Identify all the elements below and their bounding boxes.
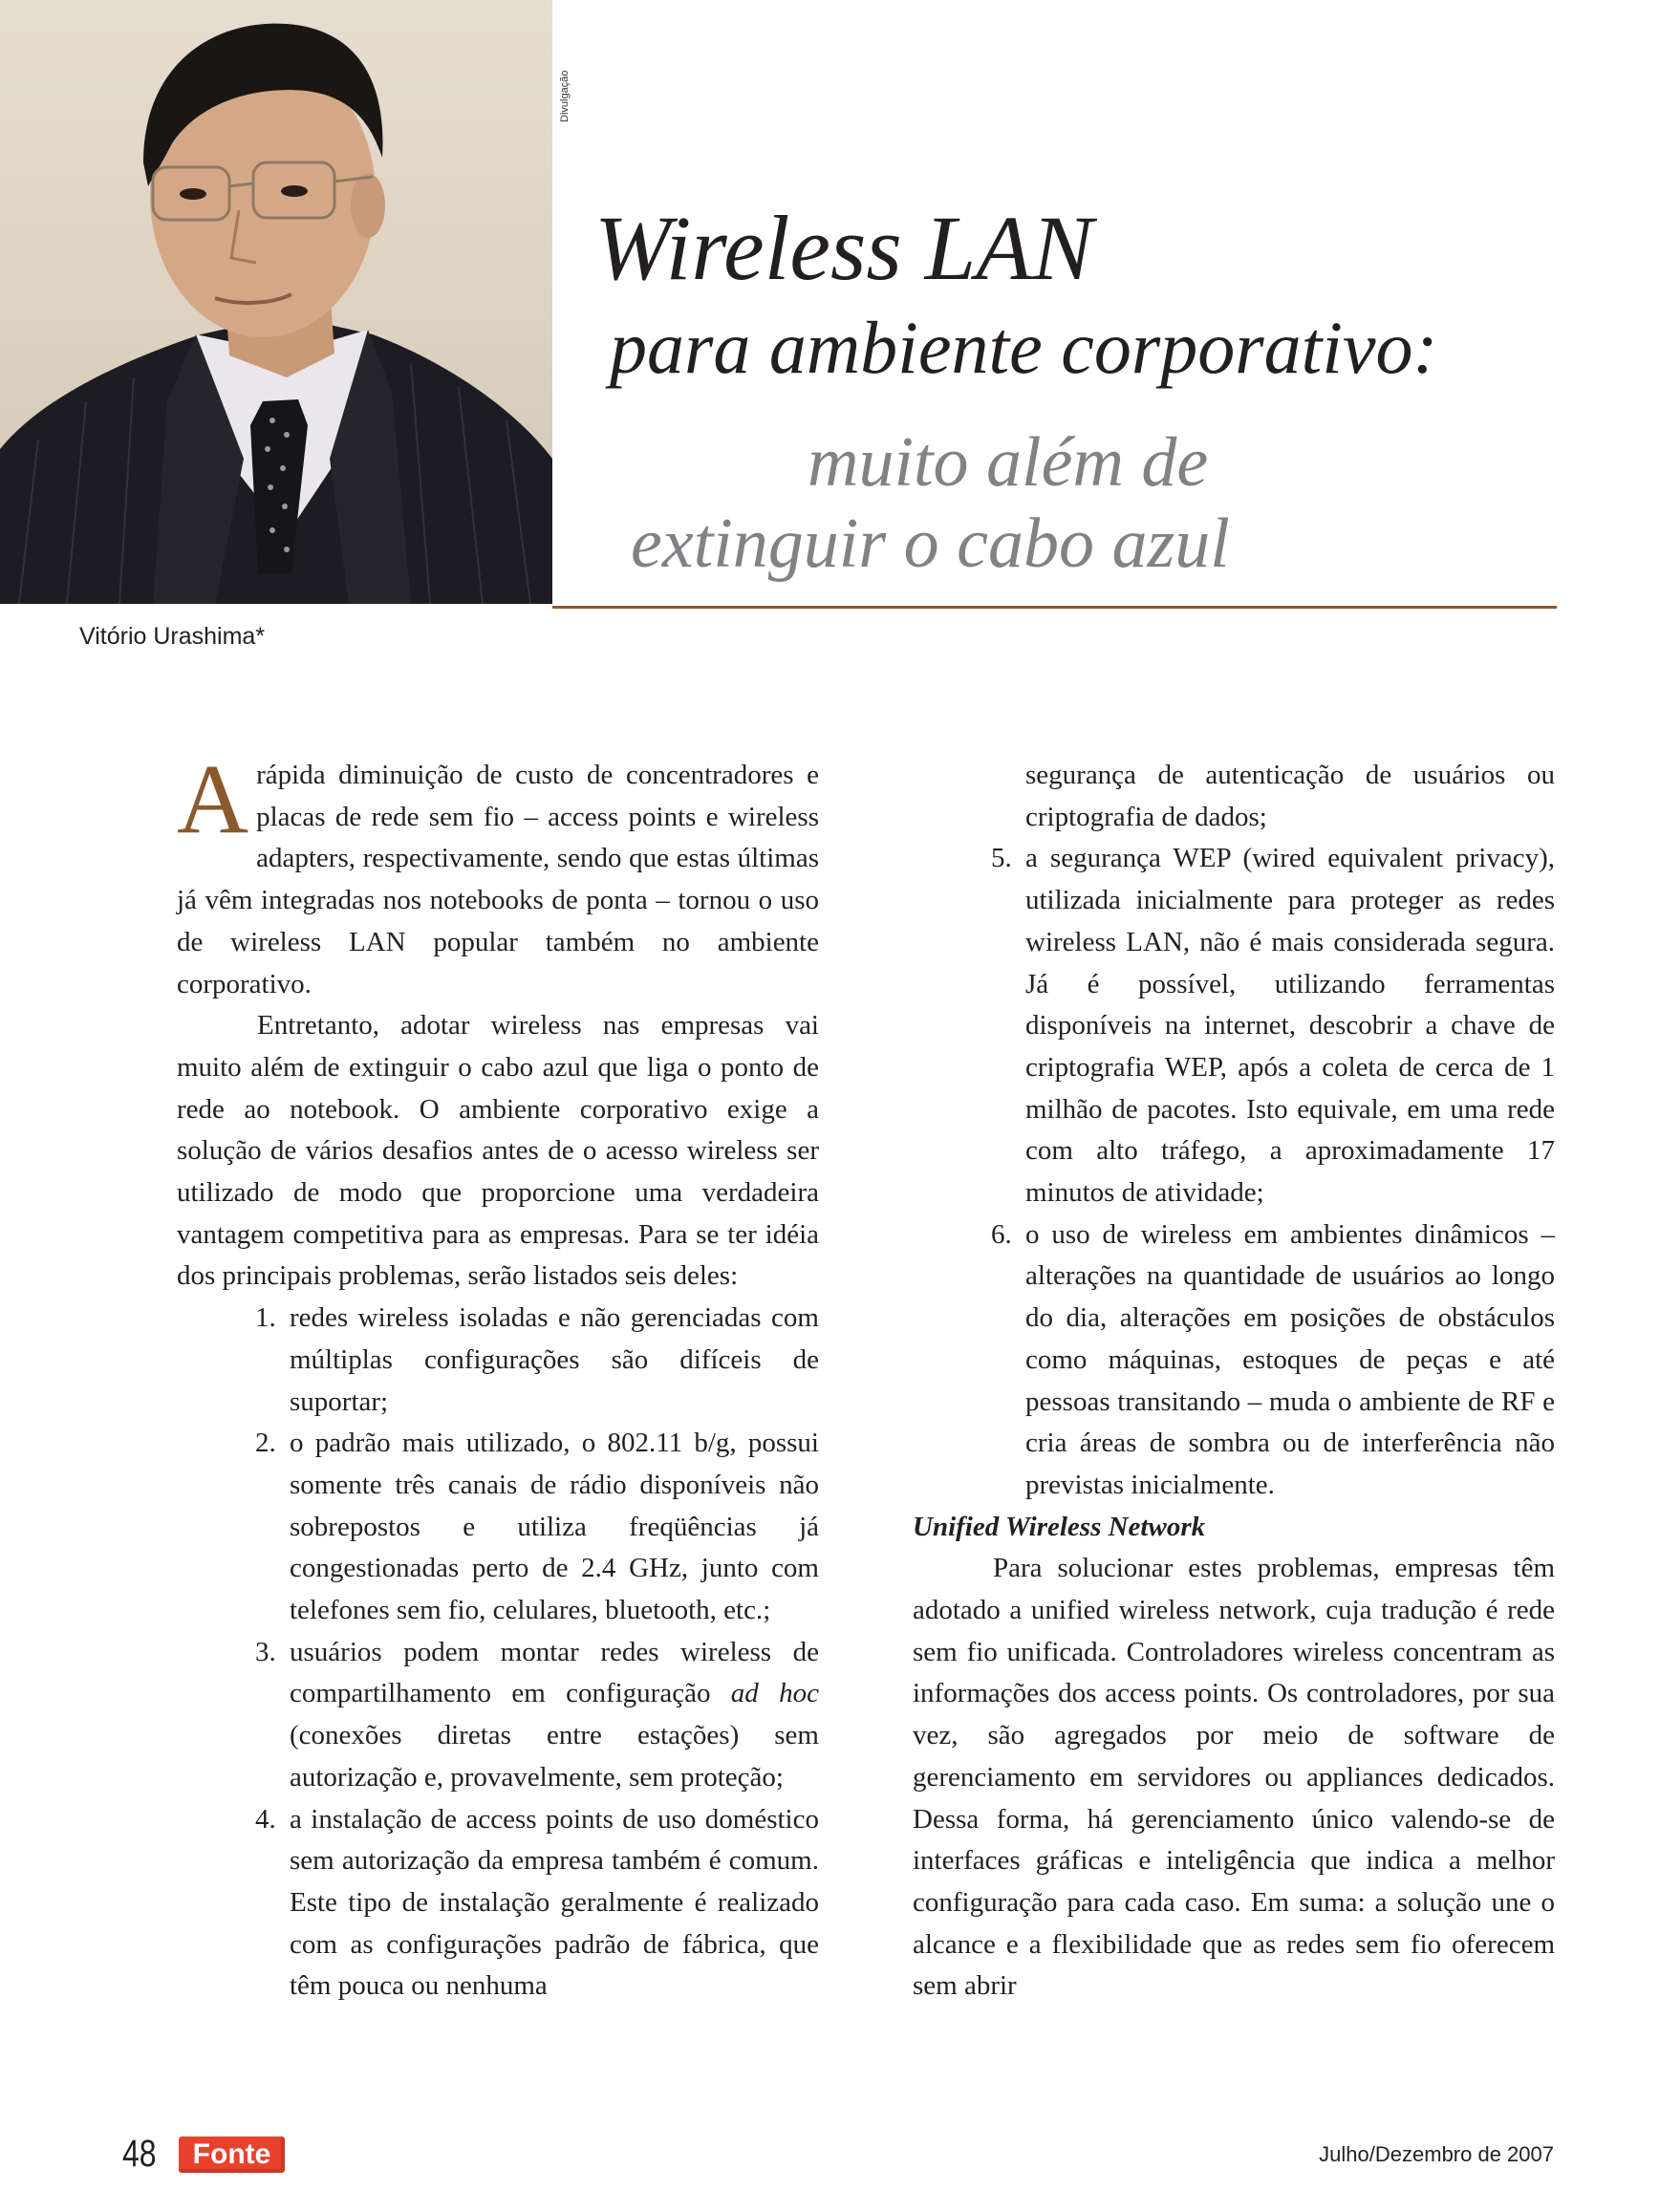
drop-cap: A [177, 744, 249, 854]
body-paragraph: Para solucionar estes problemas, empresas têm adotado a unified wireless network, cuja tradução é rede sem fio unificada. Controladores wireless concentram as informações dos access points. Os controladores, por sua vez, são agregados por meio de software de gerenciamento em servidores ou appliances dedicados. Dessa forma, há gerenciamento único valendo-se de interfaces gráficas e inteligência que indica a melhor configuração para cada caso. Em suma: a solução une o alcance e a flexibilidade que as redes sem fio oferecem sem abrir [913, 1553, 1555, 2002]
list-item-number: 5. [991, 843, 1012, 874]
list-item-text: o padrão mais utilizado, o 802.11 b/g, possui somente três canais de rádio disponíveis não sobrepostos e utiliza freqüências já congestionadas perto de 2.4 GHz, junto com telefones sem fio, celulares, bluetooth, etc.; [290, 1428, 819, 1626]
article-subtitle-line-2: extinguir o cabo azul [631, 505, 1230, 583]
author-portrait-illustration [0, 0, 552, 604]
header-divider [552, 606, 1557, 609]
photo-credit: Divulgação [559, 70, 571, 122]
list-item [177, 1423, 819, 1632]
intro-paragraph [177, 744, 819, 1005]
list-item-emphasis: ad hoc [730, 1678, 819, 1709]
problem-list-continued [913, 755, 1555, 1507]
left-column [177, 744, 819, 2008]
issue-date: Julho/Dezembro de 2007 [1319, 2142, 1554, 2166]
list-item-text: a instalação de access points de uso doméstico sem autorização da empresa também é comum. Este tipo de instalação geralmente é realizado com as configurações padrão de fábrica, que têm pouca ou nenhuma [290, 1803, 819, 2002]
list-item [177, 1298, 819, 1423]
list-item-number: 6. [991, 1218, 1012, 1250]
list-item [913, 838, 1555, 1213]
body-paragraph: Entretanto, adotar wireless nas empresas vai muito além de extinguir o cabo azul que liga o ponto de rede ao notebook. O ambiente corporativo exige a solução de vários desafios antes de o acesso wireless ser utilizado de modo que proporcione uma verdadeira vantagem competitiva para as empresas. Para se ter idéia dos principais problemas, serão listados seis deles: [177, 1010, 819, 1292]
article-subtitle-line-1: muito além de [808, 423, 1209, 502]
right-column [913, 755, 1555, 2008]
list-item-text: segurança de autenticação de usuários ou criptografia de dados; [1025, 760, 1555, 832]
author-photo [0, 0, 552, 604]
list-item [177, 1632, 819, 1799]
section-heading: Unified Wireless Network [913, 1511, 1206, 1542]
list-item-text: o uso de wireless em ambientes dinâmicos – alterações na quantidade de usuários ao longo do dia, alterações em posições de obstáculos como máquinas, estoques de peças e até pessoas transitando – muda o ambiente de RF e cria áreas de sombra ou de interferência não previstas inicialmente. [1025, 1218, 1555, 1500]
list-item-number: 4. [255, 1803, 276, 1835]
list-item-text-tail: (conexões diretas entre estações) sem autorização e, provavelmente, sem proteção; [290, 1720, 819, 1793]
list-item-text: redes wireless isoladas e não gerenciadas com múltiplas configurações são difíceis de suportar; [290, 1302, 819, 1417]
list-item [177, 1799, 819, 2008]
magazine-logo: Fonte [179, 2137, 285, 2173]
list-item-text: usuários podem montar redes wireless de compartilhamento em configuração [290, 1636, 819, 1709]
article-title-line-2: para ambiente corporativo: [610, 306, 1438, 389]
problem-list [177, 1298, 819, 2008]
list-item [913, 1214, 1555, 1507]
list-item-number: 1. [255, 1302, 276, 1334]
list-item-number: 2. [255, 1428, 276, 1459]
author-byline: Vitório Urashima* [79, 623, 266, 650]
list-item-continuation [913, 755, 1555, 838]
intro-paragraph-text: rápida diminuição de custo de concentradores e placas de rede sem fio – access points e wireless adapters, respectivamente, sendo que estas últimas já vêm integradas nos notebooks de ponta – tornou o uso de wireless LAN popular também no ambiente corporativo. [177, 760, 819, 999]
page-number: 48 [122, 2133, 157, 2175]
article-title-line-1: Wireless LAN [594, 197, 1093, 299]
list-item-number: 3. [255, 1636, 276, 1667]
list-item-text: a segurança WEP (wired equivalent privacy), utilizada inicialmente para proteger as redes wireless LAN, não é mais considerada segura. Já é possível, utilizando ferramentas disponíveis na internet, descobrir a chave de criptografia WEP, após a coleta de cerca de 1 milhão de pacotes. Isto equivale, em uma rede com alto tráfego, a aproximadamente 17 minutos de atividade; [1025, 843, 1555, 1209]
